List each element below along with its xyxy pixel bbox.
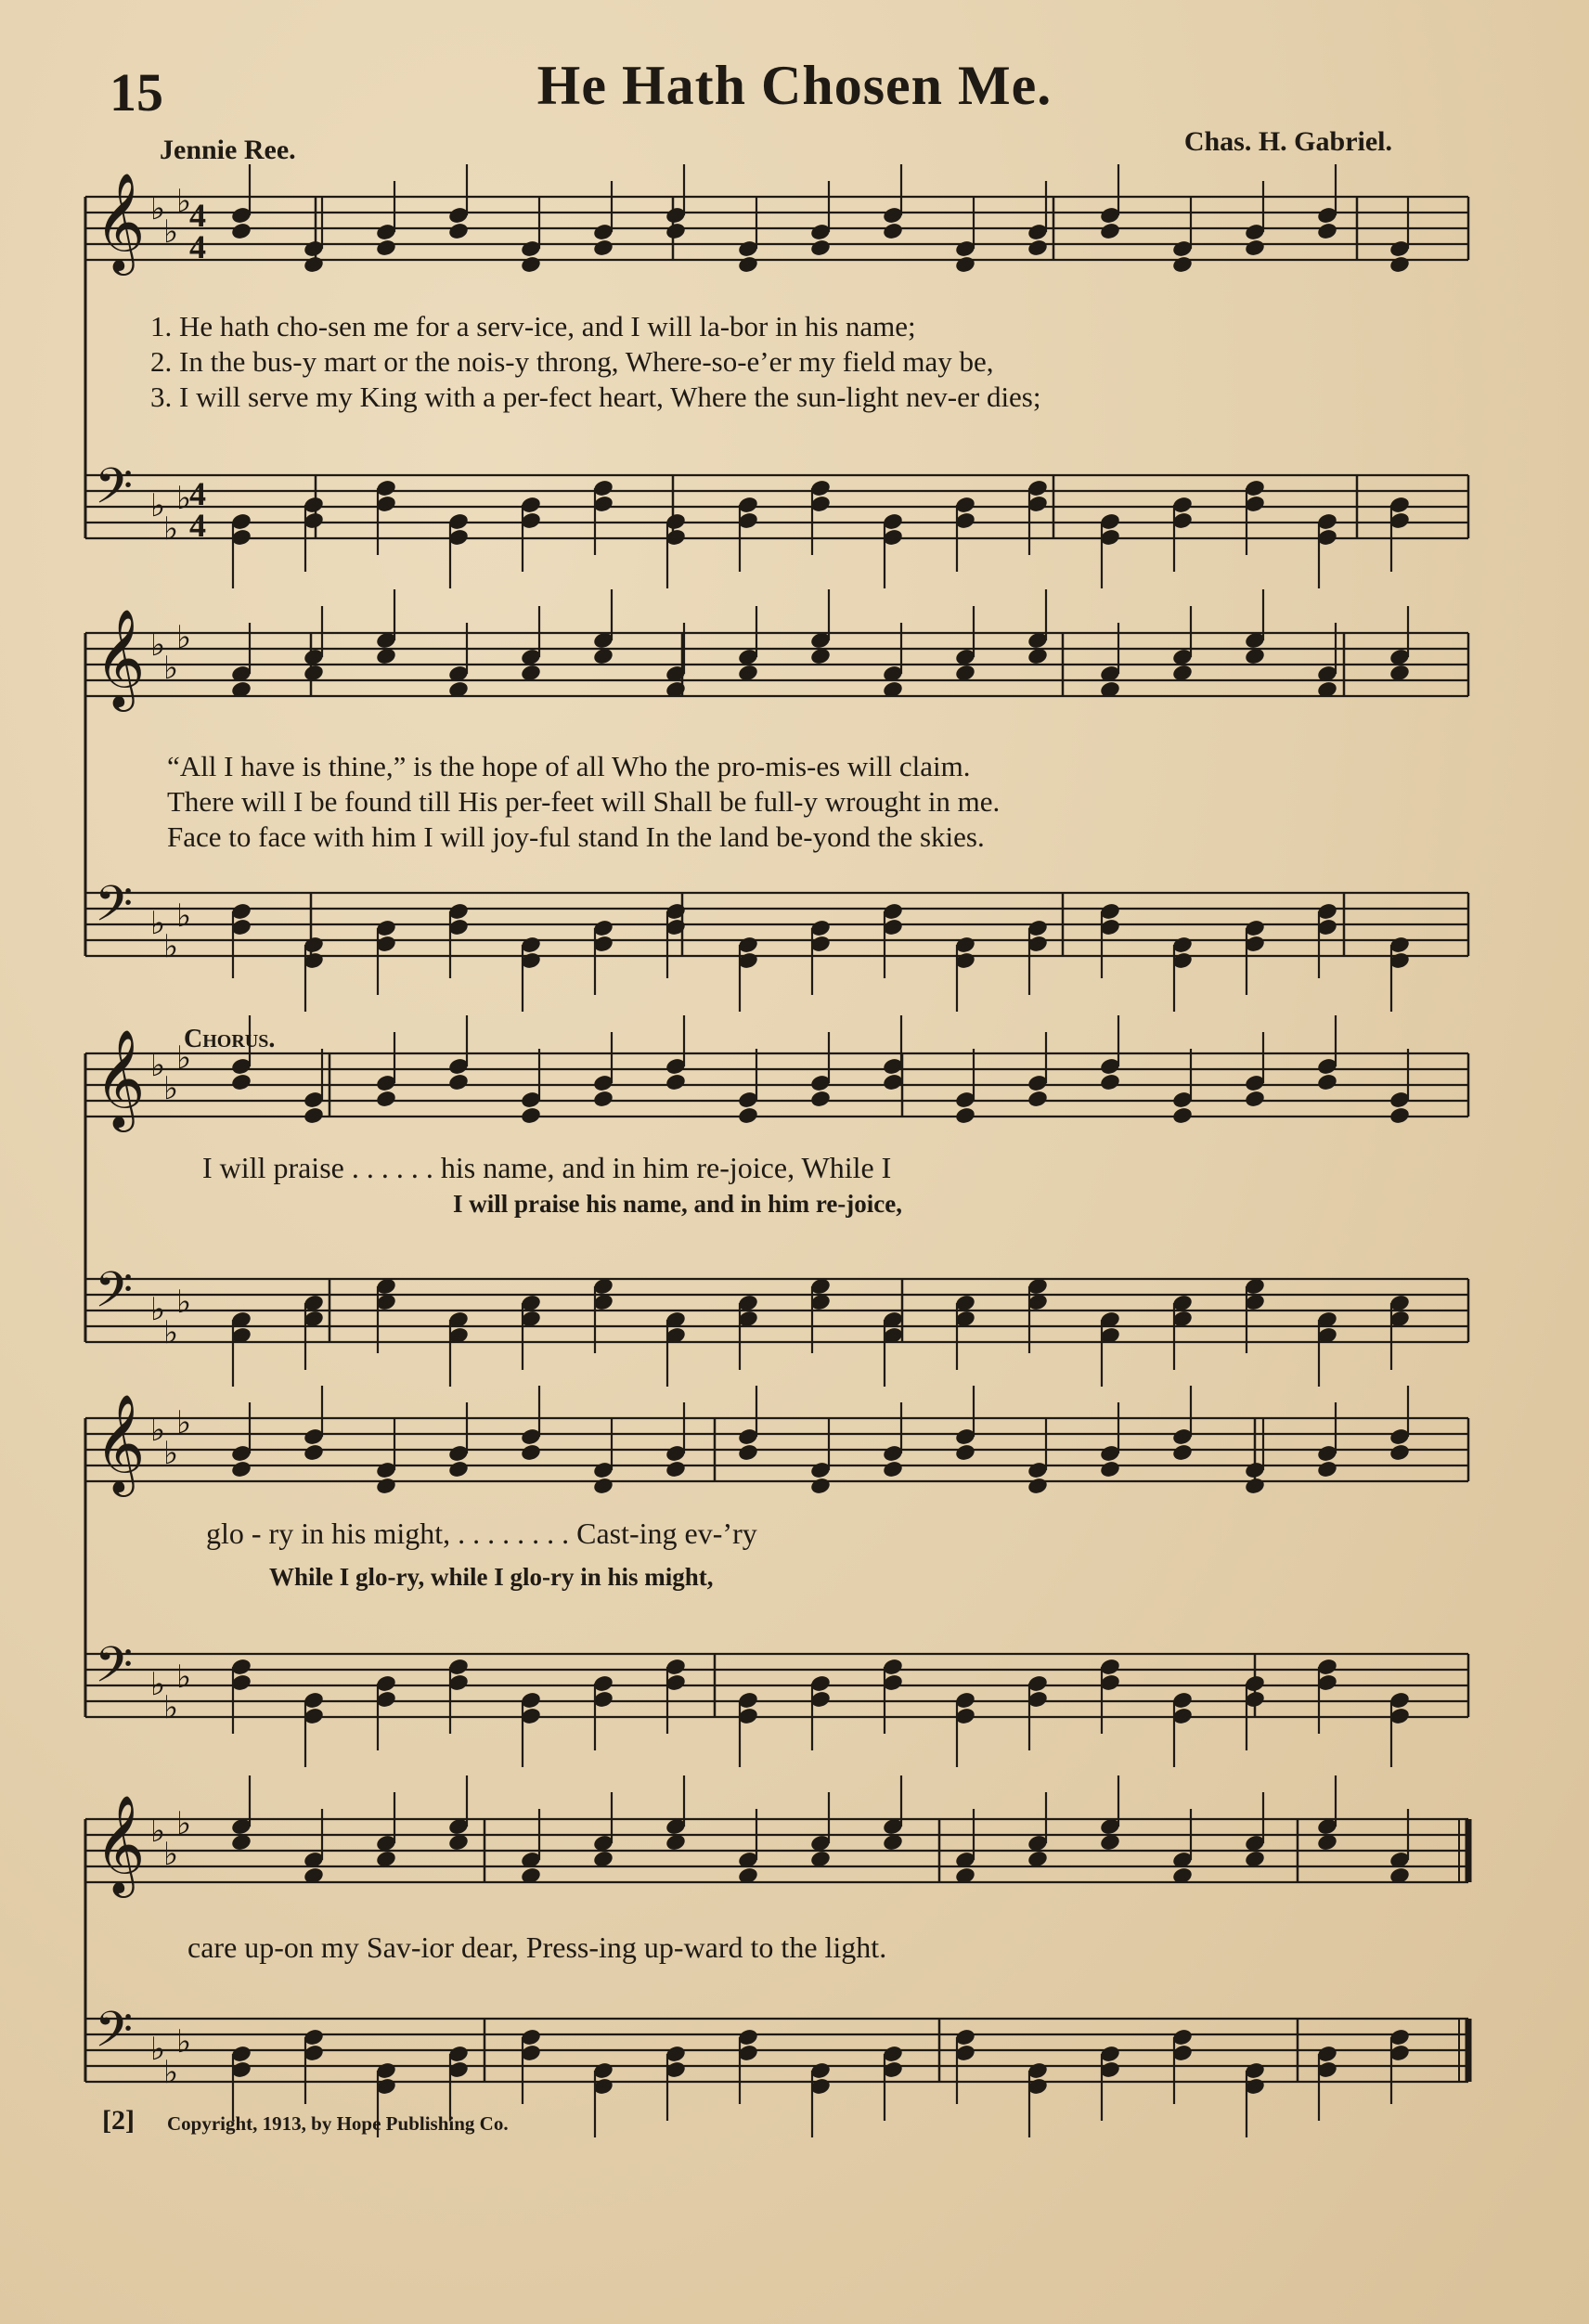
note-head [737, 1443, 759, 1463]
flat-icon: ♭ [163, 652, 179, 686]
note-head [520, 255, 542, 275]
note-head [447, 222, 470, 241]
flat-icon: ♭ [163, 215, 179, 250]
note-head [882, 1073, 904, 1092]
flat-icon: ♭ [163, 1437, 179, 1471]
time-signature: 4 [189, 228, 206, 265]
note-head [1244, 239, 1266, 258]
chorus-line-1-melody: I will praise . . . . . . his name, and in him re-joice, While I [202, 1151, 892, 1184]
note-head [809, 1477, 832, 1496]
note-head [375, 1477, 397, 1496]
note-head [1171, 1106, 1194, 1126]
flat-icon: ♭ [176, 1807, 192, 1841]
flat-icon: ♭ [150, 2033, 166, 2067]
note-head [1389, 255, 1411, 275]
flat-icon: ♭ [163, 1316, 179, 1350]
note-head [954, 255, 976, 275]
note-head [1389, 1106, 1411, 1126]
note-head [737, 255, 759, 275]
flat-icon: ♭ [163, 1691, 179, 1725]
flat-icon: ♭ [176, 482, 192, 516]
note-head [882, 222, 904, 241]
verse-cont-line-2: There will I be found till His per-feet will Shall be full-y wrought in me. [167, 785, 1001, 818]
note-head [230, 1073, 252, 1092]
treble-clef-icon: 𝄞 [95, 1393, 146, 1492]
copyright-notice: Copyright, 1913, by Hope Publishing Co. [167, 2112, 509, 2135]
note-head [1316, 1460, 1338, 1479]
treble-clef-icon: 𝄞 [95, 1794, 146, 1893]
note-head [375, 1090, 397, 1109]
note-head [954, 1106, 976, 1126]
note-head [809, 1090, 832, 1109]
chorus-line-1-alto: I will praise his name, and in him re-joice, [453, 1190, 903, 1218]
treble-clef-icon: 𝄞 [95, 172, 146, 271]
note-head [592, 1477, 614, 1496]
note-head [954, 1443, 976, 1463]
note-head [303, 1443, 325, 1463]
flat-icon: ♭ [176, 1660, 192, 1695]
bass-clef-icon: 𝄢 [95, 2002, 134, 2071]
bass-clef-icon: 𝄢 [95, 1637, 134, 1706]
note-head [520, 1106, 542, 1126]
composer: Chas. H. Gabriel. [1183, 126, 1392, 157]
flat-icon: ♭ [163, 1072, 179, 1106]
note-head [809, 239, 832, 258]
flat-icon: ♭ [163, 1838, 179, 1872]
note-head [1099, 1460, 1121, 1479]
note-head [1244, 1477, 1266, 1496]
note-head [737, 1106, 759, 1126]
note-head [1316, 222, 1338, 241]
lyricist: Jennie Ree. [160, 135, 296, 165]
note-head [1171, 255, 1194, 275]
note-head [1027, 239, 1049, 258]
note-head [1099, 222, 1121, 241]
note-head [882, 1460, 904, 1479]
verse-line-2: 2. In the bus-y mart or the nois-y throng, Where-so-e’er my field may be, [150, 345, 994, 378]
verse-line-1: 1. He hath cho-sen me for a serv-ice, and I will la-bor in his name; [150, 310, 916, 342]
note-head [230, 222, 252, 241]
flat-icon: ♭ [176, 899, 192, 934]
flat-icon: ♭ [150, 628, 166, 663]
flat-icon: ♭ [176, 621, 192, 655]
hymn-number: 15 [110, 62, 163, 123]
flat-icon: ♭ [176, 1041, 192, 1076]
note-head [592, 239, 614, 258]
note-head [1316, 1073, 1338, 1092]
time-signature: 4 [189, 507, 206, 544]
time-signature: 4 [189, 475, 206, 512]
note-head [665, 1460, 687, 1479]
flat-icon: ♭ [176, 1285, 192, 1320]
note-head [665, 1073, 687, 1092]
note-head [303, 1106, 325, 1126]
flat-icon: ♭ [150, 489, 166, 523]
flat-icon: ♭ [150, 1414, 166, 1448]
verse-line-3: 3. I will serve my King with a per-fect heart, Where the sun-light nev-er dies; [150, 381, 1041, 413]
note-head [665, 222, 687, 241]
flat-icon: ♭ [150, 907, 166, 941]
flat-icon: ♭ [176, 2025, 192, 2059]
note-head [520, 1443, 542, 1463]
note-head [303, 255, 325, 275]
hymn-title: He Hath Chosen Me. [536, 55, 1053, 116]
flat-icon: ♭ [163, 930, 179, 964]
verse-cont-line-3: Face to face with him I will joy-ful stand In the land be-yond the skies. [167, 820, 985, 853]
note-head [1244, 1090, 1266, 1109]
time-signature: 4 [189, 197, 206, 234]
page-mark: [2] [102, 2105, 135, 2136]
note-head [375, 239, 397, 258]
flat-icon: ♭ [163, 512, 179, 547]
treble-clef-icon: 𝄞 [95, 608, 146, 707]
flat-icon: ♭ [150, 1049, 166, 1083]
bass-clef-icon: 𝄢 [95, 876, 134, 945]
note-head [447, 1073, 470, 1092]
note-head [1171, 1443, 1194, 1463]
note-head [1389, 1443, 1411, 1463]
chorus-line-3-melody: care up-on my Sav-ior dear, Press-ing up-ward to the light. [187, 1930, 887, 1964]
note-head [1027, 1090, 1049, 1109]
flat-icon: ♭ [163, 2056, 179, 2090]
chorus-line-2-melody: glo - ry in his might, . . . . . . . . Cast-ing ev-’ry [206, 1517, 757, 1550]
flat-icon: ♭ [176, 185, 192, 219]
flat-icon: ♭ [150, 192, 166, 226]
flat-icon: ♭ [176, 1406, 192, 1440]
note-head [1099, 1073, 1121, 1092]
bass-clef-icon: 𝄢 [95, 1262, 134, 1331]
note-head [447, 1460, 470, 1479]
chorus-label: Chorus. [184, 1025, 276, 1053]
verse-cont-line-1: “All I have is thine,” is the hope of all Who the pro-mis-es will claim. [167, 750, 971, 782]
note-head [592, 1090, 614, 1109]
bass-clef-icon: 𝄢 [95, 458, 134, 527]
flat-icon: ♭ [150, 1668, 166, 1702]
note-head [230, 1460, 252, 1479]
treble-clef-icon: 𝄞 [95, 1028, 146, 1128]
flat-icon: ♭ [150, 1814, 166, 1849]
chorus-line-2-alto: While I glo-ry, while I glo-ry in his might, [269, 1563, 714, 1591]
flat-icon: ♭ [150, 1293, 166, 1327]
note-head [1027, 1477, 1049, 1496]
